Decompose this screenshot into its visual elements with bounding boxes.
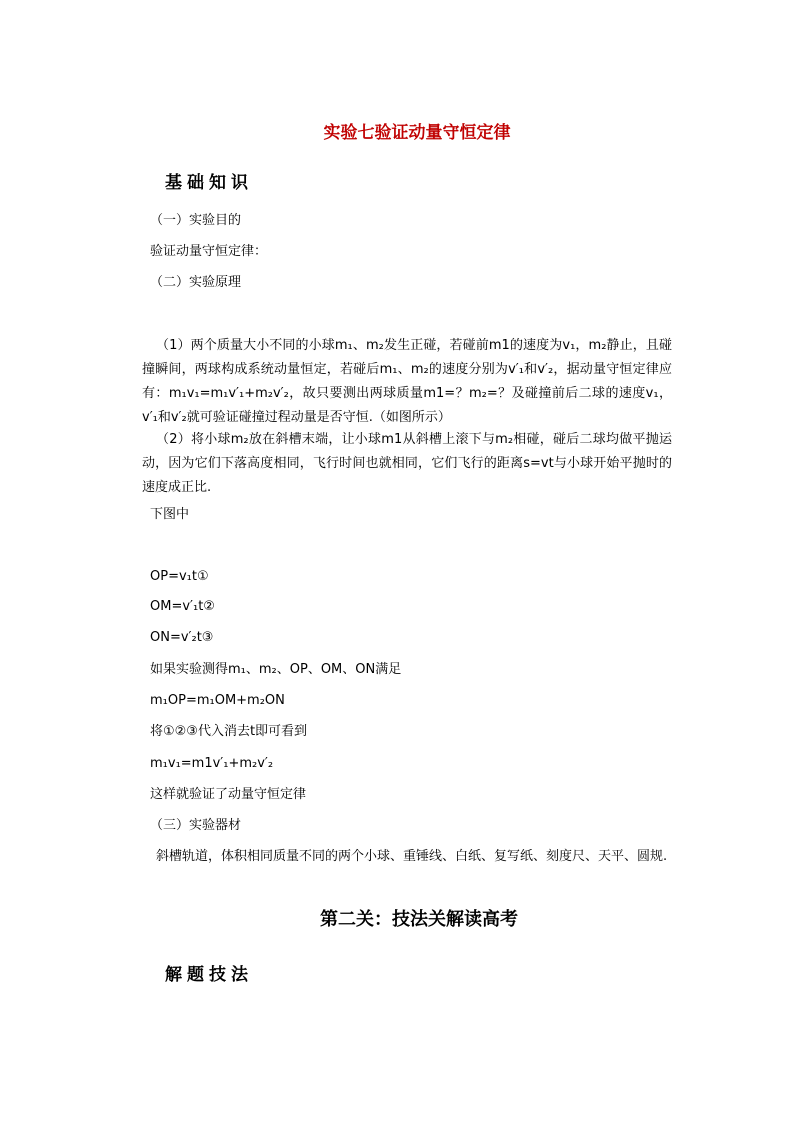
section-heading-problem-techniques: 解题技法 bbox=[165, 965, 253, 985]
equation-om: OM=v′₁t② bbox=[150, 599, 215, 614]
equation-on: ON=v′₂t③ bbox=[150, 630, 214, 645]
principle-paragraph-2: （2）将小球m₂放在斜槽末端，让小球m1从斜槽上滚下与m₂相碰，碰后二球均做平抛运动，因为它们下落高度相同，飞行时间也就相同，它们飞行的距离s=vt与小球开始平抛时的速度成正比. bbox=[142, 432, 672, 495]
equation-op: OP=v₁t① bbox=[150, 569, 209, 584]
experiment-aim-text: 验证动量守恒定律： bbox=[150, 244, 268, 259]
equation-momentum-distances: m₁OP=m₁OM+m₂ON bbox=[150, 693, 285, 708]
conclusion-text: 这样就验证了动量守恒定律 bbox=[150, 787, 307, 802]
condition-text: 如果实验测得m₁、m₂、OP、OM、ON满足 bbox=[150, 662, 402, 677]
equipment-paragraph: 斜槽轨道，体积相同质量不同的两个小球、重锤线、白纸、复写纸、刻度尺、天平、圆规. bbox=[156, 849, 668, 864]
part-two-heading: 第二关：技法关解读高考 bbox=[320, 909, 518, 930]
substitution-text: 将①②③代入消去t即可看到 bbox=[150, 724, 308, 739]
heading-experiment-principle: （二）实验原理 bbox=[150, 275, 242, 290]
principle-paragraph-1: （1）两个质量大小不同的小球m₁、m₂发生正碰，若碰前m1的速度为v₁，m₂静止，且碰撞瞬间，两球构成系统动量恒定，若碰后m₁、m₂的速度分别为v′₁和v′₂，据动量守恒定律应有：m₁v₁=m₁v′₁+m₂v′₂，故只要测出两球质量m1=？m₂=？及碰撞前后二球的速度v₁，v′₁和v′₂就可验证碰撞过程动量是否守恒.（如图所示） bbox=[142, 338, 672, 425]
figure-caption: 下图中 bbox=[150, 507, 190, 522]
equation-momentum-velocities: m₁v₁=m1v′₁+m₂v′₂ bbox=[150, 756, 274, 771]
document-title: 实验七验证动量守恒定律 bbox=[323, 123, 511, 143]
section-heading-basic-knowledge: 基础知识 bbox=[165, 173, 253, 193]
heading-experiment-aim: （一）实验目的 bbox=[150, 213, 242, 228]
heading-experiment-equipment: （三）实验器材 bbox=[150, 818, 242, 833]
